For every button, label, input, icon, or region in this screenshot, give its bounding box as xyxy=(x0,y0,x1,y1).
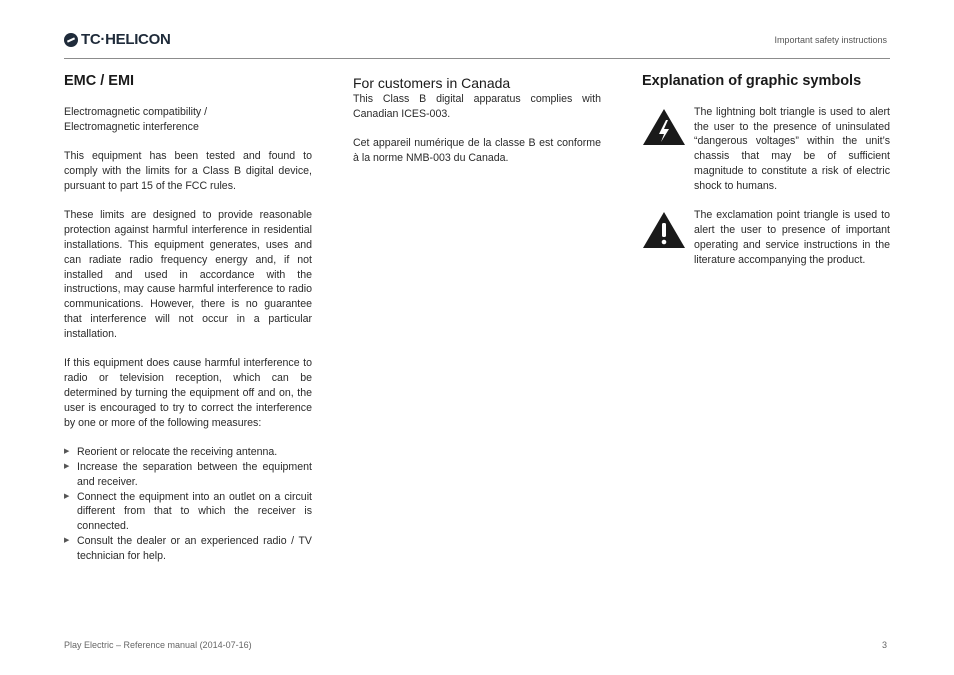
bullet-icon: ▶ xyxy=(64,492,70,500)
symbols-column xyxy=(642,72,890,282)
emc-paragraph-3: If this equipment does cause harmful interference to radio or television reception, which can be determined by turning the equipment off and on, the user is encouraged to try to correct the interference by one or more of the following measures: xyxy=(64,357,312,429)
header-divider xyxy=(64,58,890,59)
section-title: Important safety instructions xyxy=(774,35,887,45)
lightning-explanation: The lightning bolt triangle is used to alert the user to the presence of uninsulated “dangerous voltages” within the unit’s chassis that may be of sufficient magnitude to constitute a risk of electric shock to humans. xyxy=(694,105,890,192)
logo-mark-icon xyxy=(64,33,78,47)
symbols-heading: Explanation of graphic symbols xyxy=(642,73,862,89)
canada-column xyxy=(353,72,601,181)
list-item: ▶ Consult the dealer or an experienced radio / TV technician for help. xyxy=(64,534,312,562)
emc-subtitle-line2: Electromagnetic interference xyxy=(64,120,199,133)
canada-heading: For customers in Canada xyxy=(353,75,511,91)
footer-manual-title: Play Electric – Reference manual (2014-07-16) xyxy=(64,640,252,650)
tc-helicon-logo xyxy=(64,31,171,48)
page-number: 3 xyxy=(881,640,887,650)
bullet-icon: ▶ xyxy=(64,536,70,544)
emc-heading: EMC / EMI xyxy=(64,73,135,89)
emc-paragraph-1: This equipment has been tested and found to comply with the limits for a Class B digital device, pursuant to part 15 of the FCC rules. xyxy=(64,150,312,192)
bullet-icon: ▶ xyxy=(64,462,70,470)
emc-column xyxy=(64,72,312,564)
measures-list xyxy=(64,445,312,563)
bullet-icon: ▶ xyxy=(64,448,70,456)
canada-paragraph-1: This Class B digital apparatus complies with Canadian ICES-003. xyxy=(353,93,601,120)
emc-subtitle-line1: Electromagnetic compatibility / xyxy=(64,105,208,118)
logo-text: TC·HELICON xyxy=(81,31,171,48)
list-item: ▶ Connect the equipment into an outlet on a circuit different from that to which the receiver is connected. xyxy=(64,490,312,533)
symbol-row-exclamation xyxy=(642,208,890,267)
list-item: ▶ Reorient or relocate the receiving antenna. xyxy=(64,446,278,459)
canada-paragraph-2: Cet appareil numérique de la classe B est conforme à la norme NMB-003 du Canada. xyxy=(353,137,601,165)
exclamation-explanation: The exclamation point triangle is used to alert the user to presence of important operating and service instructions in the literature accompanying the product. xyxy=(694,209,890,266)
exclamation-triangle-icon xyxy=(642,208,694,267)
emc-subtitle xyxy=(64,105,312,135)
symbol-row-lightning xyxy=(642,105,890,194)
lightning-triangle-icon xyxy=(642,105,694,194)
list-item: ▶ Increase the separation between the equipment and receiver. xyxy=(64,460,312,488)
emc-paragraph-2: These limits are designed to provide reasonable protection against harmful interference in residential installations. This equipment generates, uses and can radiate radio frequency energy and, if not installed and used in accordance with the instructions, may cause harmful interference to radio communications. However, there is no guarantee that interference will not occur in a particular installation. xyxy=(64,209,312,340)
